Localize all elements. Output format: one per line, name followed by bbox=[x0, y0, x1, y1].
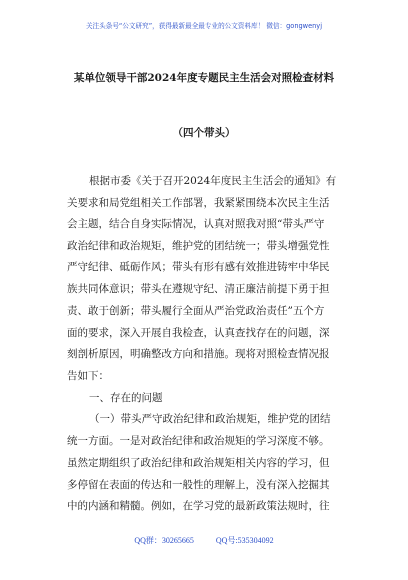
section-heading: 一、存在的问题 bbox=[89, 392, 163, 404]
body-line: 关要求和局党组相关工作部署，我紧紧围绕本次民主生活 bbox=[67, 197, 330, 209]
body-line: 根据市委《关于召开2024年度民主生活会的通知》有 bbox=[89, 175, 337, 187]
qq-number-text: QQ号:535304092 bbox=[215, 536, 274, 545]
subsection-heading: （一）带头严守政治纪律和政治规矩，维护党的团结 bbox=[89, 413, 331, 425]
document-title: 某单位领导干部2024年度专题民主生活会对照检查材料 bbox=[73, 72, 335, 84]
body-line: 政治纪律和政治规矩，维护党的团结统一；带头增强党性 bbox=[67, 240, 330, 252]
body-line: 面的要求，深入开展自我检查，认真查找存在的问题，深 bbox=[67, 327, 330, 339]
body-line: 族共同体意识；带头在遵规守纪、清正廉洁前提下勇于担 bbox=[67, 283, 330, 295]
page-footer bbox=[0, 535, 408, 546]
body-line: 告如下： bbox=[67, 370, 109, 382]
body-line: 虽然定期组织了政治纪律和政治规矩相关内容的学习，但 bbox=[67, 457, 330, 469]
document-subtitle: （四个带头） bbox=[172, 127, 236, 139]
body-line: 会主题，结合自身实际情况，认真对照我对照“带头严守 bbox=[67, 218, 325, 230]
body-line: 刻剖析原因，明确整改方向和措施。现将对照检查情况报 bbox=[67, 348, 330, 360]
body-line: 统一方面。一是对政治纪律和政治规矩的学习深度不够。 bbox=[67, 435, 330, 447]
qq-group-text: QQ群：30265665 bbox=[134, 536, 194, 545]
body-line: 严守纪律、砥砺作风；带头有形有感有效推进铸牢中华民 bbox=[67, 261, 330, 273]
body-line: 责、敢于创新；带头履行全面从严治党政治责任”五个方 bbox=[67, 305, 325, 317]
body-line: 多停留在表面的传达和一般性的理解上，没有深入挖掘其 bbox=[67, 479, 330, 491]
body-line: 中的内涵和精髓。例如，在学习党的最新政策法规时，往 bbox=[67, 500, 330, 512]
promo-banner: 关注头条号“公文研究”，获得最新最全最专业的公文资料库！ 微信：gongwenyj bbox=[85, 22, 323, 30]
